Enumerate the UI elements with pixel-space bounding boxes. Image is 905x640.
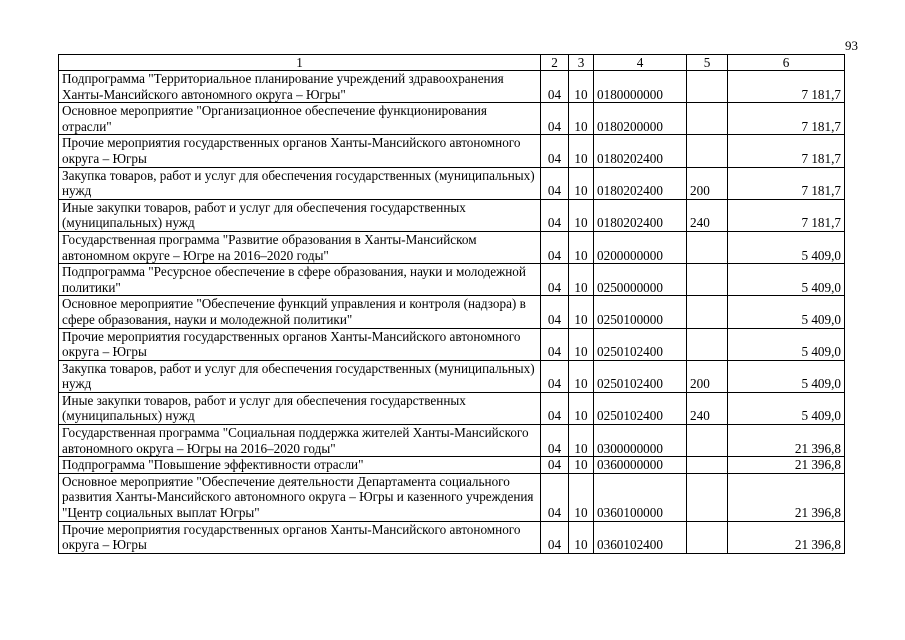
column-header: 1 bbox=[59, 55, 541, 71]
table-header-row bbox=[59, 55, 845, 71]
table-row bbox=[59, 264, 845, 296]
table-row bbox=[59, 167, 845, 199]
cell-name: Закупка товаров, работ и услуг для обеспечения государственных (муниципальных) нужд bbox=[59, 167, 541, 199]
cell-name: Иные закупки товаров, работ и услуг для обеспечения государственных (муниципальных) нужд bbox=[59, 392, 541, 424]
cell-expense-type: 200 bbox=[687, 167, 728, 199]
budget-table bbox=[58, 54, 845, 554]
cell-expense-type bbox=[687, 296, 728, 328]
cell-target-article: 0360100000 bbox=[594, 473, 687, 521]
cell-expense-type bbox=[687, 103, 728, 135]
cell-section: 04 bbox=[541, 457, 569, 474]
column-header: 2 bbox=[541, 55, 569, 71]
cell-amount: 21 396,8 bbox=[728, 457, 845, 474]
cell-section: 04 bbox=[541, 521, 569, 553]
cell-subsection: 10 bbox=[569, 360, 594, 392]
table-body bbox=[59, 71, 845, 554]
cell-expense-type bbox=[687, 457, 728, 474]
cell-name: Подпрограмма "Ресурсное обеспечение в сфере образования, науки и молодежной политики" bbox=[59, 264, 541, 296]
cell-amount: 5 409,0 bbox=[728, 360, 845, 392]
cell-amount: 5 409,0 bbox=[728, 264, 845, 296]
table-row bbox=[59, 71, 845, 103]
cell-subsection: 10 bbox=[569, 473, 594, 521]
cell-section: 04 bbox=[541, 71, 569, 103]
cell-subsection: 10 bbox=[569, 296, 594, 328]
cell-target-article: 0360102400 bbox=[594, 521, 687, 553]
cell-expense-type: 240 bbox=[687, 199, 728, 231]
cell-name: Иные закупки товаров, работ и услуг для обеспечения государственных (муниципальных) нужд bbox=[59, 199, 541, 231]
page-number: 93 bbox=[845, 38, 858, 53]
cell-amount: 21 396,8 bbox=[728, 425, 845, 457]
cell-amount: 7 181,7 bbox=[728, 199, 845, 231]
cell-subsection: 10 bbox=[569, 199, 594, 231]
table-row bbox=[59, 103, 845, 135]
cell-target-article: 0360000000 bbox=[594, 457, 687, 474]
cell-expense-type bbox=[687, 473, 728, 521]
table-row bbox=[59, 135, 845, 167]
cell-section: 04 bbox=[541, 231, 569, 263]
table-row bbox=[59, 392, 845, 424]
table-row bbox=[59, 521, 845, 553]
cell-section: 04 bbox=[541, 167, 569, 199]
cell-target-article: 0180202400 bbox=[594, 167, 687, 199]
cell-section: 04 bbox=[541, 199, 569, 231]
cell-subsection: 10 bbox=[569, 103, 594, 135]
cell-expense-type bbox=[687, 264, 728, 296]
cell-section: 04 bbox=[541, 425, 569, 457]
cell-expense-type: 240 bbox=[687, 392, 728, 424]
cell-target-article: 0180202400 bbox=[594, 135, 687, 167]
cell-target-article: 0250100000 bbox=[594, 296, 687, 328]
cell-expense-type bbox=[687, 521, 728, 553]
cell-name: Закупка товаров, работ и услуг для обеспечения государственных (муниципальных) нужд bbox=[59, 360, 541, 392]
cell-name: Прочие мероприятия государственных органов Ханты-Мансийского автономного округа – Югры bbox=[59, 135, 541, 167]
cell-expense-type: 200 bbox=[687, 360, 728, 392]
table-row bbox=[59, 360, 845, 392]
cell-section: 04 bbox=[541, 392, 569, 424]
cell-subsection: 10 bbox=[569, 457, 594, 474]
cell-subsection: 10 bbox=[569, 425, 594, 457]
table-row bbox=[59, 328, 845, 360]
cell-section: 04 bbox=[541, 296, 569, 328]
table-row bbox=[59, 296, 845, 328]
cell-amount: 7 181,7 bbox=[728, 103, 845, 135]
cell-expense-type bbox=[687, 328, 728, 360]
cell-name: Основное мероприятие "Обеспечение функций управления и контроля (надзора) в сфере образования, науки и молодежной политики" bbox=[59, 296, 541, 328]
cell-amount: 21 396,8 bbox=[728, 473, 845, 521]
cell-section: 04 bbox=[541, 103, 569, 135]
cell-section: 04 bbox=[541, 264, 569, 296]
cell-target-article: 0180200000 bbox=[594, 103, 687, 135]
cell-name: Основное мероприятие "Организационное обеспечение функционирования отрасли" bbox=[59, 103, 541, 135]
cell-subsection: 10 bbox=[569, 71, 594, 103]
table-row bbox=[59, 473, 845, 521]
column-header: 3 bbox=[569, 55, 594, 71]
column-header: 6 bbox=[728, 55, 845, 71]
cell-subsection: 10 bbox=[569, 167, 594, 199]
cell-subsection: 10 bbox=[569, 521, 594, 553]
cell-amount: 5 409,0 bbox=[728, 328, 845, 360]
cell-amount: 7 181,7 bbox=[728, 135, 845, 167]
table-row bbox=[59, 199, 845, 231]
cell-target-article: 0250000000 bbox=[594, 264, 687, 296]
cell-subsection: 10 bbox=[569, 264, 594, 296]
cell-target-article: 0200000000 bbox=[594, 231, 687, 263]
cell-target-article: 0300000000 bbox=[594, 425, 687, 457]
cell-name: Прочие мероприятия государственных органов Ханты-Мансийского автономного округа – Югры bbox=[59, 328, 541, 360]
cell-target-article: 0250102400 bbox=[594, 392, 687, 424]
cell-amount: 7 181,7 bbox=[728, 71, 845, 103]
cell-target-article: 0180000000 bbox=[594, 71, 687, 103]
cell-expense-type bbox=[687, 425, 728, 457]
cell-target-article: 0180202400 bbox=[594, 199, 687, 231]
column-header: 5 bbox=[687, 55, 728, 71]
cell-name: Государственная программа "Социальная поддержка жителей Ханты-Мансийского автономного округа – Югры на 2016–2020 годы" bbox=[59, 425, 541, 457]
cell-subsection: 10 bbox=[569, 328, 594, 360]
cell-section: 04 bbox=[541, 328, 569, 360]
table-row bbox=[59, 231, 845, 263]
table-row bbox=[59, 425, 845, 457]
cell-target-article: 0250102400 bbox=[594, 328, 687, 360]
cell-target-article: 0250102400 bbox=[594, 360, 687, 392]
cell-subsection: 10 bbox=[569, 231, 594, 263]
cell-section: 04 bbox=[541, 473, 569, 521]
cell-expense-type bbox=[687, 231, 728, 263]
cell-amount: 21 396,8 bbox=[728, 521, 845, 553]
cell-name: Подпрограмма "Территориальное планирование учреждений здравоохранения Ханты-Мансийского автономного округа – Югры" bbox=[59, 71, 541, 103]
cell-amount: 5 409,0 bbox=[728, 296, 845, 328]
cell-subsection: 10 bbox=[569, 392, 594, 424]
cell-name: Государственная программа "Развитие образования в Ханты-Мансийском автономном округе – Югре на 2016–2020 годы" bbox=[59, 231, 541, 263]
column-header: 4 bbox=[594, 55, 687, 71]
cell-name: Прочие мероприятия государственных органов Ханты-Мансийского автономного округа – Югры bbox=[59, 521, 541, 553]
cell-section: 04 bbox=[541, 360, 569, 392]
cell-name: Подпрограмма "Повышение эффективности отрасли" bbox=[59, 457, 541, 474]
cell-section: 04 bbox=[541, 135, 569, 167]
cell-amount: 5 409,0 bbox=[728, 392, 845, 424]
cell-name: Основное мероприятие "Обеспечение деятельности Департамента социального развития Ханты-Мансийского автономного округа – Югры и казенного учреждения "Центр социальных выплат Югры" bbox=[59, 473, 541, 521]
cell-expense-type bbox=[687, 71, 728, 103]
table-row bbox=[59, 457, 845, 474]
cell-expense-type bbox=[687, 135, 728, 167]
cell-amount: 7 181,7 bbox=[728, 167, 845, 199]
cell-subsection: 10 bbox=[569, 135, 594, 167]
cell-amount: 5 409,0 bbox=[728, 231, 845, 263]
